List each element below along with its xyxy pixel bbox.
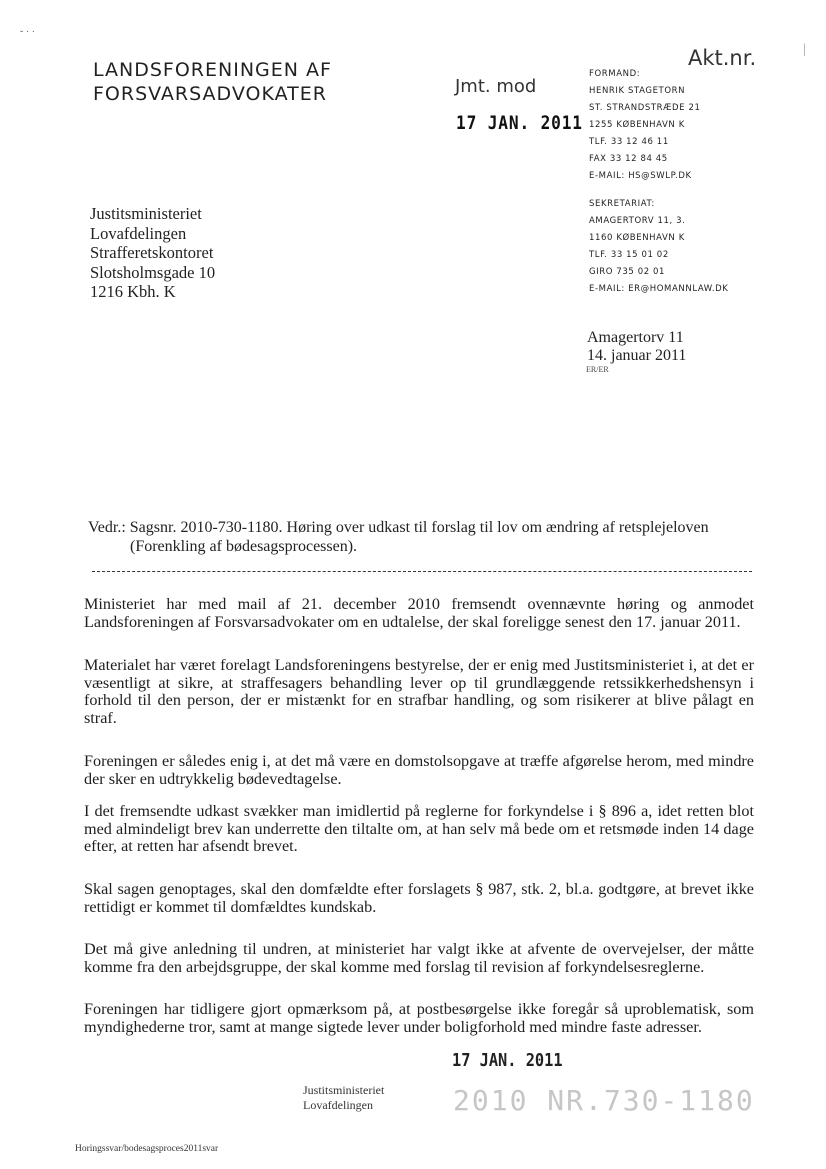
bottom-date-stamp: 17 JAN. 2011 (452, 1050, 563, 1071)
body-paragraph: Skal sagen genoptages, skal den domfældte efter forslagets § 987, stk. 2, bl.a. godtgøre, at brevet ikke rettidigt er kommet til domfældtes kundskab. (84, 880, 754, 916)
secretariat-line: 1160 KØBENHAVN K (589, 233, 685, 243)
recipient-line: Lovafdelingen (90, 223, 187, 243)
recipient-line: Justitsministeriet (90, 204, 202, 223)
org-name-line1: LANDSFORENINGEN AF (93, 59, 332, 81)
body-paragraph: Ministeriet har med mail af 21. december 2010 fremsendt ovennævnte høring og anmodet Landsforeningen af Forsvarsadvokater om en udtalelse, der skal foreligge senest den 17. januar 2011. (84, 595, 754, 631)
ministry-stamp-line2: Lovafdelingen (303, 1098, 373, 1112)
recipient-line: 1216 Kbh. K (90, 282, 176, 301)
organization-name (93, 58, 332, 106)
chair-line: ST. STRANDSTRÆDE 21 (589, 103, 701, 113)
ministry-stamp (303, 1083, 384, 1113)
body-paragraph: Det må give anledning til undren, at ministeriet har valgt ikke at afvente de overvejelser, der måtte komme fra den arbejdsgruppe, der skal komme med forslag til revision af forkyndelsesreglerne. (84, 940, 754, 976)
subject-line1: Vedr.: Sagsnr. 2010-730-1180. Høring over udkast til forslag til lov om ændring af retsplejeloven (88, 519, 709, 536)
chair-label: FORMAND: (589, 69, 641, 79)
scan-mark: | (803, 42, 806, 57)
secretariat-line: TLF. 33 15 01 02 (589, 250, 669, 260)
footer-filename: Horingssvar/bodesagsproces2011svar (75, 1144, 219, 1154)
received-date-stamp: 17 JAN. 2011 (456, 112, 583, 134)
recipient-line: Strafferetskontoret (90, 243, 214, 262)
chair-line: HENRIK STAGETORN (589, 86, 686, 96)
secretariat-label: SEKRETARIAT: (589, 199, 655, 209)
secretariat-block (589, 196, 728, 298)
subject-line (88, 518, 709, 556)
body-paragraph: I det fremsendte udkast svækker man imidlertid på reglerne for forkyndelse i § 896 a, idet retten blot med almindeligt brev kan underrette den tiltalte om, at han selv må bede om et retsmøde inden 14 dage efter, at retten har afsendt brevet. (84, 802, 754, 855)
secretariat-line: GIRO 735 02 01 (589, 267, 666, 277)
scan-specks: ˘ ˙ ˙ (20, 30, 35, 41)
recipient-address (90, 204, 215, 302)
secretariat-line: AMAGERTORV 11, 3. (589, 216, 686, 226)
body-paragraph: Foreningen er således enig i, at det må være en domstolsopgave at træffe afgørelse herom, med mindre der sker en udtrykkelig bødevedtagelse. (84, 752, 754, 788)
chair-line: FAX 33 12 84 45 (589, 154, 668, 164)
body-paragraph: Foreningen har tidligere gjort opmærksom på, at postbesørgelse ikke foregår så uproblematisk, som myndighederne tror, samt at mange sigtede lever under boligforhold med mindre faste adresser. (84, 1000, 754, 1036)
org-name-line2: FORSVARSADVOKATER (93, 83, 327, 105)
sender-address: Amagertorv 11 (587, 329, 684, 346)
chair-line: 1255 KØBENHAVN K (589, 120, 685, 130)
dashed-divider (92, 571, 752, 572)
place-date (587, 329, 686, 365)
initials: ER/ER (586, 365, 609, 374)
body-paragraph: Materialet har været forelagt Landsforeningens bestyrelse, der er enig med Justitsministeriet i, at det er væsentligt at sikre, at straffesagers behandling lever op til grundlæggende retssikkerhedshensyn i forhold til den person, der er mistænkt for en strafbar handling, og som risikerer at blive pålagt en straf. (84, 656, 754, 727)
chair-line: TLF. 33 12 46 11 (589, 137, 669, 147)
journal-number-stamp: 2010 NR.730-1180 (453, 1084, 755, 1117)
chair-line: E-MAIL: HS@SWLP.DK (589, 171, 692, 181)
jmt-label: Jmt. mod (455, 76, 537, 97)
secretariat-line: E-MAIL: ER@HOMANNLAW.DK (589, 284, 729, 294)
recipient-line: Slotsholmsgade 10 (90, 262, 216, 282)
ministry-stamp-line1: Justitsministeriet (303, 1083, 385, 1097)
subject-line2: (Forenkling af bødesagsprocessen). (130, 538, 358, 555)
letter-date: 14. januar 2011 (587, 347, 687, 364)
akt-nr-label: Akt.nr. (688, 46, 757, 70)
chair-block (589, 66, 700, 185)
